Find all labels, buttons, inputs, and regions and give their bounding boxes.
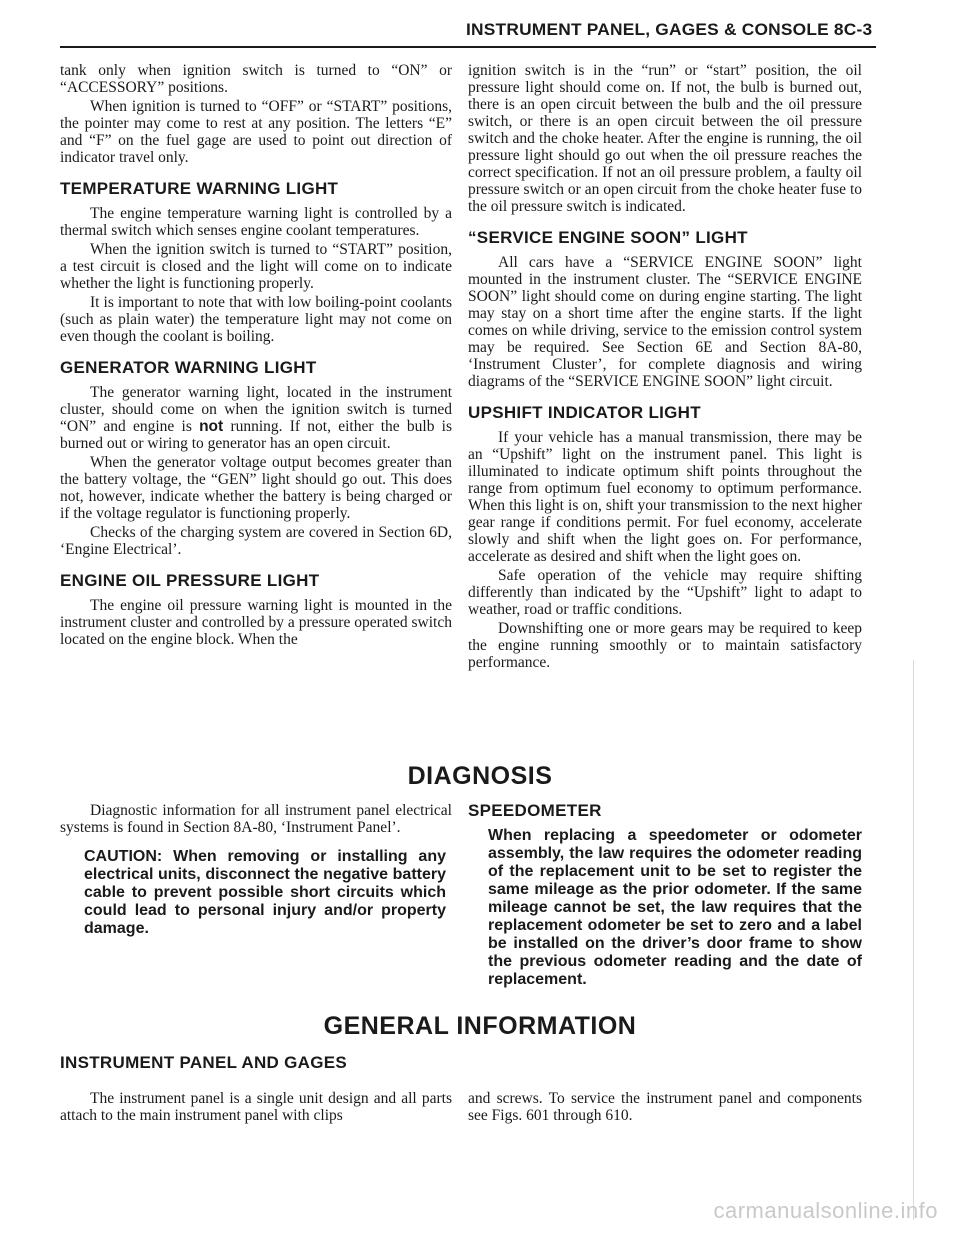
- right-column: [468, 62, 862, 673]
- generator-paragraph-1: The generator warning light, located in the instrument cluster, should come on when the ignition switch is turned “ON” and engine is not running. If not, either the bulb is burned out or wiring to generator has an open circuit.: [60, 384, 453, 452]
- upshift-paragraph-1: If your vehicle has a manual transmission, there may be an “Upshift” light on the instrument panel. This light is illuminated to indicate optimum shift points throughout the range from optimum fuel economy to optimum performance. When this light is on, shift your transmission to the next higher gear range if conditions permit. For fuel economy, accelerate slowly and shift when the light goes on. For performance, accelerate as desired and shift when the light goes on.: [468, 429, 862, 565]
- diagnosis-left-column: [60, 802, 452, 938]
- instrument-panel-paragraph-right: and screws. To service the instrument panel and components see Figs. 601 through 610.: [468, 1090, 862, 1124]
- oil-pressure-continued: ignition switch is in the “run” or “start” position, the oil pressure light should come on. If not, the bulb is burned out, there is an open circuit between the bulb and the oil pressure switch, or there is an open circuit between the oil pressure switch and the choke heater. After the engine is running, the oil pressure light should go out when the oil pressure reaches the correct specification. If not an oil pressure problem, a faulty oil pressure switch or an open circuit from the choke heater fuse to the oil pressure switch is indicated.: [468, 62, 862, 215]
- instrument-panel-paragraph-left: The instrument panel is a single unit design and all parts attach to the main instrument panel with clips: [60, 1090, 452, 1124]
- general-full-width: [60, 1052, 862, 1079]
- diagnosis-paragraph: Diagnostic information for all instrument panel electrical systems is found in Section 8A-80, ‘Instrument Panel’.: [60, 802, 452, 836]
- temperature-paragraph-2: When the ignition switch is turned to “START” position, a test circuit is closed and the light will come on to indicate whether the light is functioning properly.: [60, 241, 452, 292]
- scan-edge-line: [913, 660, 914, 1220]
- temperature-paragraph-1: The engine temperature warning light is controlled by a thermal switch which senses engine coolant temperatures.: [60, 205, 452, 239]
- generator-paragraph-2: When the generator voltage output becomes greater than the battery voltage, the “GEN” light should go out. This does not, however, indicate whether the battery is being charged or if the voltage regulator is functioning properly.: [60, 454, 452, 522]
- emphasis-not: not: [199, 418, 224, 435]
- diagnosis-right-column: [468, 800, 862, 989]
- running-head: INSTRUMENT PANEL, GAGES & CONSOLE 8C-3: [465, 20, 872, 39]
- oil-pressure-heading: ENGINE OIL PRESSURE LIGHT: [60, 571, 320, 590]
- oil-pressure-paragraph-1: The engine oil pressure warning light is mounted in the instrument cluster and controlled by a pressure operated switch located on the engine block. When the: [60, 597, 452, 648]
- temperature-warning-heading: TEMPERATURE WARNING LIGHT: [60, 179, 339, 198]
- fuel-gage-pointer-paragraph: When ignition is turned to “OFF” or “START” positions, the pointer may come to rest at any position. The letters “E” and “F” on the fuel gage are used to point out direction of indicator travel only.: [60, 98, 452, 166]
- caution-notice: CAUTION: When removing or installing any electrical units, disconnect the negative battery cable to prevent possible short circuits which could lead to personal injury and/or property damage.: [84, 848, 446, 937]
- speedometer-heading: SPEEDOMETER: [468, 801, 602, 820]
- diagnosis-heading: DIAGNOSIS: [407, 762, 553, 790]
- service-engine-soon-heading: “SERVICE ENGINE SOON” LIGHT: [468, 228, 748, 247]
- upshift-paragraph-2: Safe operation of the vehicle may require shifting differently than indicated by the “Upshift” light to adapt to weather, road or traffic conditions.: [468, 567, 862, 618]
- temperature-paragraph-3: It is important to note that with low boiling-point coolants (such as plain water) the temperature light may not come on even though the coolant is boiling.: [60, 294, 452, 345]
- general-right-column: [468, 1090, 862, 1126]
- instrument-panel-gages-heading: INSTRUMENT PANEL AND GAGES: [60, 1053, 348, 1072]
- header-rule: [60, 46, 876, 48]
- left-column: [60, 62, 452, 650]
- upshift-indicator-heading: UPSHIFT INDICATOR LIGHT: [468, 403, 701, 422]
- general-information-heading: GENERAL INFORMATION: [323, 1012, 637, 1040]
- fuel-gage-continued: tank only when ignition switch is turned to “ON” or “ACCESSORY” positions.: [60, 62, 452, 96]
- watermark: carmanualsonline.info: [713, 1198, 938, 1223]
- generator-warning-heading: GENERATOR WARNING LIGHT: [60, 358, 317, 377]
- general-left-column: [60, 1090, 452, 1126]
- service-engine-soon-paragraph: All cars have a “SERVICE ENGINE SOON” light mounted in the instrument cluster. The “SERVICE ENGINE SOON” light should come on during engine starting. The light may stay on a short time after the engine starts. If the light comes on while driving, service to the emission control system may be required. See Section 6E and Section 8A-80, ‘Instrument Cluster’, for complete diagnosis and wiring diagrams of the “SERVICE ENGINE SOON” light circuit.: [468, 254, 862, 390]
- odometer-law-notice: When replacing a speedometer or odometer assembly, the law requires the odometer reading of the replacement unit to be set to register the same mileage as the prior odometer. If the same mileage cannot be set, the law requires that the replacement odometer be set to zero and a label be installed on the driver’s door frame to show the previous odometer reading and the date of replacement.: [488, 827, 862, 988]
- upshift-paragraph-3: Downshifting one or more gears may be required to keep the engine running smoothly or to maintain satisfactory performance.: [468, 620, 862, 671]
- generator-paragraph-3: Checks of the charging system are covered in Section 6D, ‘Engine Electrical’.: [60, 524, 452, 558]
